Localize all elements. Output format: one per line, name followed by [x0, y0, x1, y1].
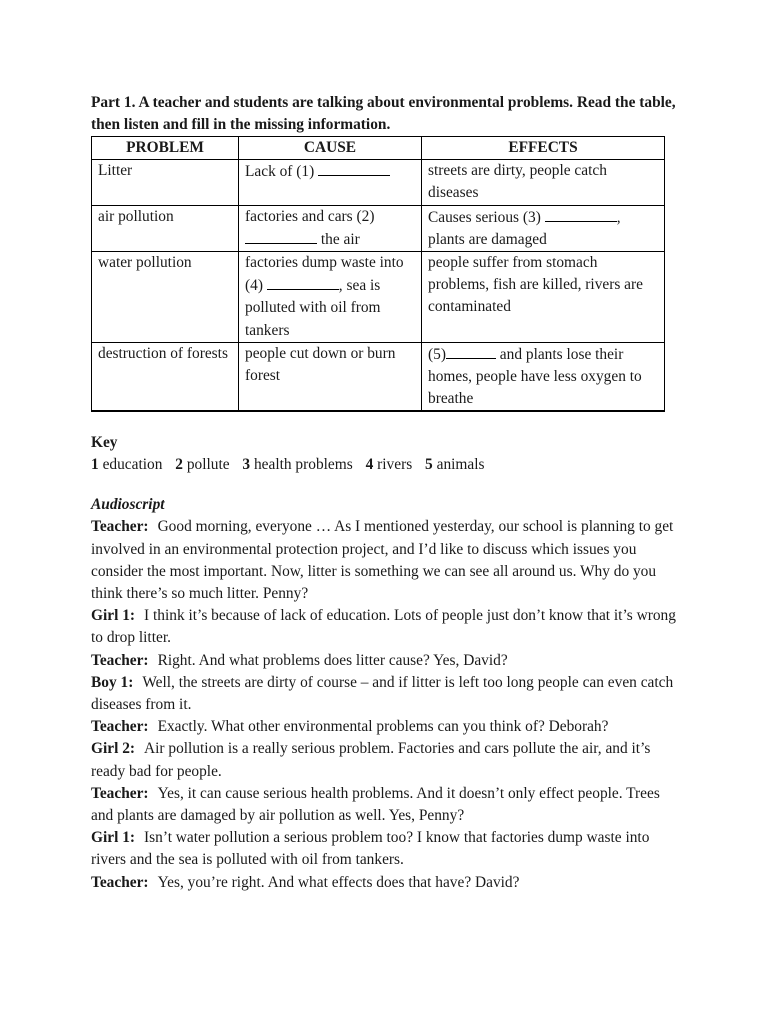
header-problem: PROBLEM — [92, 137, 239, 160]
audioscript-title: Audioscript — [91, 496, 165, 514]
dialogue-line — [91, 650, 681, 672]
answer-blank-1[interactable] — [318, 160, 390, 176]
effects-text: Causes serious (3) — [428, 208, 545, 226]
cause-text: Lack of (1) — [245, 163, 319, 181]
key-title: Key — [91, 434, 118, 452]
problem-cell: Litter — [92, 160, 239, 205]
table-row — [92, 205, 665, 251]
effects-cell — [422, 342, 665, 411]
answer-blank-4[interactable] — [267, 274, 339, 290]
part-instruction — [91, 92, 681, 136]
effects-text-after: , plants are damaged — [428, 208, 621, 248]
utterance: Right. And what problems does litter cause? Yes, David? — [157, 651, 508, 669]
effects-cell: people suffer from stomach problems, fish are killed, rivers are contaminated — [422, 252, 665, 343]
table-row — [92, 160, 665, 205]
speaker: Girl 1: — [91, 607, 136, 625]
key-word: animals — [436, 456, 485, 474]
effects-text-after: and plants lose their homes, people have less oxygen to breathe — [428, 345, 642, 408]
utterance: Air pollution is a really serious problem. Factories and cars pollute the air, and it’s ready bad for people. — [91, 740, 651, 780]
utterance: Exactly. What other environmental problems can you think of? Deborah? — [157, 718, 609, 736]
answer-blank-5[interactable] — [446, 343, 496, 359]
key-word: pollute — [186, 456, 230, 474]
effects-text: (5) — [428, 345, 446, 363]
speaker: Girl 2: — [91, 740, 136, 758]
problem-cell: water pollution — [92, 252, 239, 343]
worksheet-page — [91, 92, 681, 894]
utterance: Well, the streets are dirty of course – and if litter is left too long people can even catch diseases from it. — [91, 673, 674, 714]
cause-cell: people cut down or burn forest — [239, 342, 422, 411]
dialogue-line — [91, 716, 681, 738]
table-row — [92, 342, 665, 411]
utterance: Yes, you’re right. And what effects does that have? David? — [157, 873, 520, 891]
utterance: Good morning, everyone … As I mentioned yesterday, our school is planning to get involved in an environmental protection project, and I’d like to discuss which issues you consider the most important. Now, litter is something we can see all around us. Why do you think there’s so much litter. Penny? — [91, 518, 674, 603]
key-number: 3 — [242, 456, 251, 474]
speaker: Teacher: — [91, 784, 149, 802]
utterance: I think it’s because of lack of education. Lots of people just don’t know that it’s wrong to drop litter. — [91, 607, 676, 647]
effects-cell: streets are dirty, people catch diseases — [422, 160, 665, 205]
speaker: Boy 1: — [91, 673, 134, 691]
table-header-row — [92, 137, 665, 160]
cause-text-after: the air — [317, 230, 360, 248]
speaker: Teacher: — [91, 651, 149, 669]
dialogue-line — [91, 738, 681, 782]
audioscript — [91, 516, 681, 893]
effects-cell — [422, 205, 665, 251]
cause-text: factories dump waste into (4) — [245, 254, 404, 295]
cause-cell — [239, 205, 422, 251]
utterance: Yes, it can cause serious health problems. And it doesn’t only effect people. Trees and plants are damaged by air pollution as well. Yes, Penny? — [91, 784, 660, 825]
cause-cell — [239, 160, 422, 205]
part-label: Part 1. — [91, 94, 136, 111]
speaker: Teacher: — [91, 873, 149, 891]
problem-cell: air pollution — [92, 205, 239, 251]
answer-blank-3[interactable] — [545, 206, 617, 222]
dialogue-line — [91, 783, 681, 827]
problem-cell: destruction of forests — [92, 342, 239, 411]
table-row — [92, 252, 665, 343]
speaker: Teacher: — [91, 518, 149, 536]
key-word: rivers — [377, 456, 413, 474]
key-number: 4 — [365, 456, 374, 474]
header-cause: CAUSE — [239, 137, 422, 160]
speaker: Girl 1: — [91, 829, 136, 847]
header-effects: EFFECTS — [422, 137, 665, 160]
instruction-line-2: table, then listen and fill in the missing information. — [91, 94, 676, 133]
speaker: Teacher: — [91, 718, 149, 736]
key-number: 5 — [425, 456, 433, 474]
dialogue-line — [91, 872, 681, 894]
key-number: 2 — [175, 456, 183, 474]
key-word: health problems — [253, 456, 353, 474]
key-word: education — [102, 456, 163, 474]
environment-table — [91, 136, 665, 412]
dialogue-line — [91, 605, 681, 649]
answer-key — [91, 454, 681, 476]
cause-cell — [239, 252, 422, 343]
dialogue-line — [91, 516, 681, 605]
cause-text-after: , sea is polluted with oil from tankers — [245, 277, 381, 339]
key-number: 1 — [91, 456, 99, 474]
instruction-line-1: A teacher and students are talking about environmental problems. Read the — [138, 94, 636, 111]
dialogue-line — [91, 827, 681, 871]
cause-text: factories and cars (2) — [245, 207, 375, 225]
utterance: Isn’t water pollution a serious problem too? I know that factories dump waste into rivers and the sea is polluted with oil from tankers. — [91, 829, 650, 869]
answer-blank-2[interactable] — [245, 228, 317, 244]
dialogue-line — [91, 672, 681, 716]
